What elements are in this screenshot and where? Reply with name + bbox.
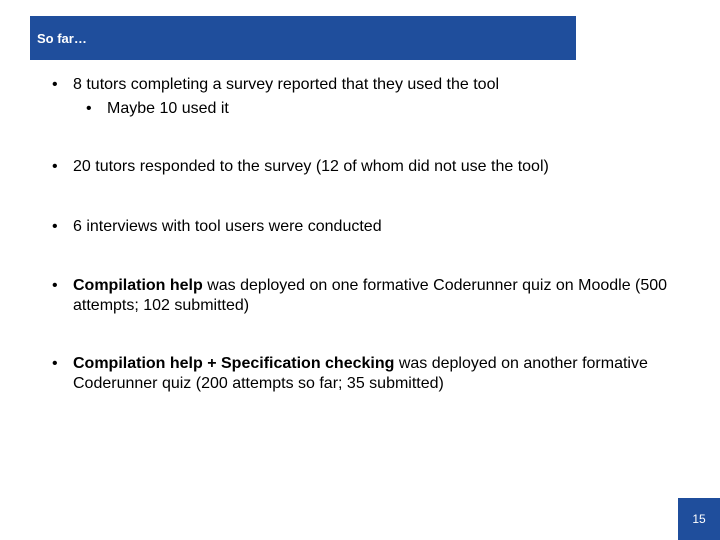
title-bar [30,16,576,60]
bullet-item [52,217,672,237]
bullet-rest-text: was deployed on one formative Coderunner quiz on Moodle (500 attempts; 102 submitted) [73,277,668,314]
bullet-dot-icon: • [52,76,58,93]
bullet-text [73,276,672,316]
bullet-text: Maybe 10 used it [107,100,229,117]
bullet-item [52,75,672,95]
bullet-text: 20 tutors responded to the survey (12 of whom did not use the tool) [73,158,549,175]
bullet-dot-icon: • [86,100,92,117]
page-number: 15 [692,512,706,526]
bullet-bold-text: Compilation help + Specification checking [73,355,395,372]
bullet-dot-icon: • [52,158,58,175]
bullet-item [52,354,672,394]
bullet-rest-text: was deployed on another formative Coderunner quiz (200 attempts so far; 35 submitted) [73,355,648,392]
bullet-text: 6 interviews with tool users were conducted [73,218,382,235]
bullet-item [52,276,672,316]
bullet-bold-text: Compilation help [73,277,203,294]
bullet-dot-icon: • [52,277,58,294]
bullet-text [73,354,672,394]
page-number-box [678,498,720,540]
sub-bullet-item [86,99,672,119]
bullet-dot-icon: • [52,355,58,372]
slide-title: So far… [37,30,87,46]
bullet-text: 8 tutors completing a survey reported that they used the tool [73,76,500,93]
bullet-dot-icon: • [52,218,58,235]
bullet-item [52,157,672,177]
